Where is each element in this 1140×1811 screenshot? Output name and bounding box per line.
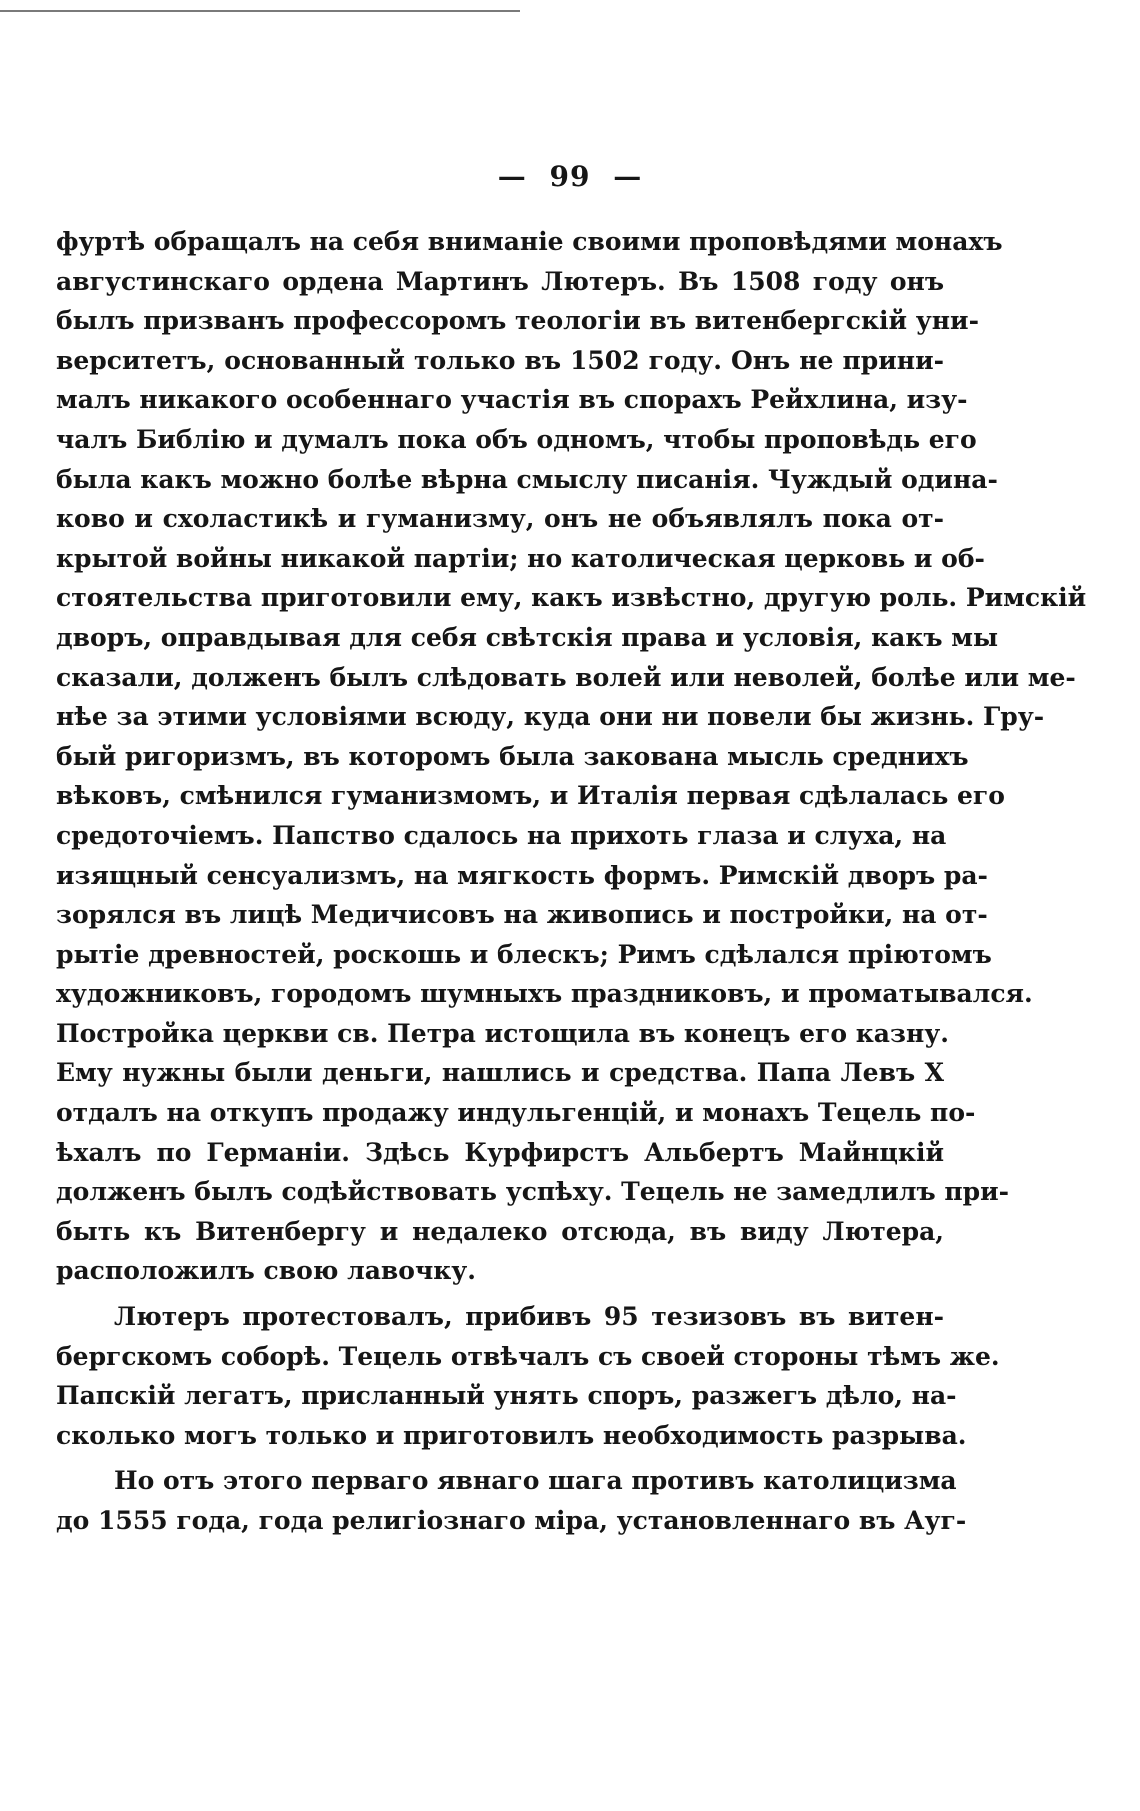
body-text bbox=[56, 222, 1087, 1541]
text-line: малъ никакого особеннаго участія въ спорахъ Рейхлина, изу- bbox=[56, 385, 968, 415]
page-number-dash-right: — bbox=[613, 160, 643, 193]
text-line: рытіе древностей, роскошь и блескъ; Римъ сдѣлался пріютомъ bbox=[56, 939, 992, 969]
paragraph bbox=[56, 222, 1087, 1291]
text-line: долженъ былъ содѣйствовать успѣху. Тецель не замедлилъ при- bbox=[56, 1177, 1010, 1207]
text-line: Лютеръ протестовалъ, прибивъ 95 тезизовъ въ витен- bbox=[114, 1302, 944, 1332]
paragraph bbox=[56, 1461, 967, 1540]
page-number-value: 99 bbox=[549, 160, 591, 193]
text-line: ѣхалъ по Германіи. Здѣсь Курфирстъ Альбертъ Майнцкій bbox=[56, 1137, 944, 1167]
text-line: отдалъ на откупъ продажу индульгенцій, и монахъ Тецель по- bbox=[56, 1098, 976, 1128]
text-line: фуртѣ обращалъ на себя вниманіе своими проповѣдями монахъ bbox=[56, 227, 1003, 256]
text-line: нѣе за этими условіями всюду, куда они ни повели бы жизнь. Гру- bbox=[56, 702, 1045, 732]
text-line: расположилъ свою лавочку. bbox=[56, 1256, 477, 1286]
text-line: чалъ Библію и думалъ пока объ одномъ, чтобы проповѣдь его bbox=[56, 424, 977, 454]
text-line: былъ призванъ профессоромъ теологіи въ витенбергскій уни- bbox=[56, 306, 979, 336]
text-line: зорялся въ лицѣ Медичисовъ на живопись и постройки, на от- bbox=[56, 900, 988, 930]
text-line: сказали, долженъ былъ слѣдовать волей или неволей, болѣе или ме- bbox=[56, 662, 1076, 692]
text-line: Папскій легатъ, присланный унять споръ, разжегъ дѣло, на- bbox=[56, 1381, 957, 1411]
text-line: ково и схоластикѣ и гуманизму, онъ не объявлялъ пока от- bbox=[56, 504, 944, 534]
text-line: Но отъ этого перваго явнаго шага противъ католицизма bbox=[114, 1466, 957, 1496]
top-rule bbox=[0, 10, 520, 12]
text-line: до 1555 года, года религіознаго міра, установленнаго въ Ауг- bbox=[56, 1506, 967, 1535]
text-line: Постройка церкви св. Петра истощила въ конецъ его казну. bbox=[56, 1018, 949, 1048]
page-number-dash-left: — bbox=[497, 160, 527, 193]
text-line: сколько могъ только и приготовилъ необходимость разрыва. bbox=[56, 1420, 967, 1450]
text-line: Ему нужны были деньги, нашлись и средства. Папа Левъ X bbox=[56, 1058, 944, 1088]
text-line: изящный сенсуализмъ, на мягкость формъ. Римскій дворъ ра- bbox=[56, 860, 988, 890]
text-line: бергскомъ соборѣ. Тецель отвѣчалъ съ своей стороны тѣмъ же. bbox=[56, 1341, 1000, 1371]
text-line: августинскаго ордена Мартинъ Лютеръ. Въ 1508 году онъ bbox=[56, 266, 944, 296]
text-line: художниковъ, городомъ шумныхъ праздниковъ, и проматывался. bbox=[56, 979, 1033, 1009]
text-line: стоятельства приготовили ему, какъ извѣстно, другую роль. Римскій bbox=[56, 583, 1087, 613]
page-number bbox=[0, 160, 1140, 193]
text-line: быть къ Витенбергу и недалеко отсюда, въ виду Лютера, bbox=[56, 1216, 944, 1246]
text-line: была какъ можно болѣе вѣрна смыслу писанія. Чуждый одина- bbox=[56, 464, 998, 494]
text-line: средоточіемъ. Папство сдалось на прихоть глаза и слуха, на bbox=[56, 820, 947, 850]
text-line: бый ригоризмъ, въ которомъ была закована мысль среднихъ bbox=[56, 741, 969, 771]
text-line: крытой войны никакой партіи; но католическая церковь и об- bbox=[56, 543, 985, 573]
paragraph bbox=[56, 1297, 1000, 1455]
text-line: вѣковъ, смѣнился гуманизмомъ, и Италія первая сдѣлалась его bbox=[56, 781, 1005, 811]
text-line: верситетъ, основанный только въ 1502 году. Онъ не прини- bbox=[56, 345, 944, 375]
text-line: дворъ, оправдывая для себя свѣтскія права и условія, какъ мы bbox=[56, 622, 999, 652]
